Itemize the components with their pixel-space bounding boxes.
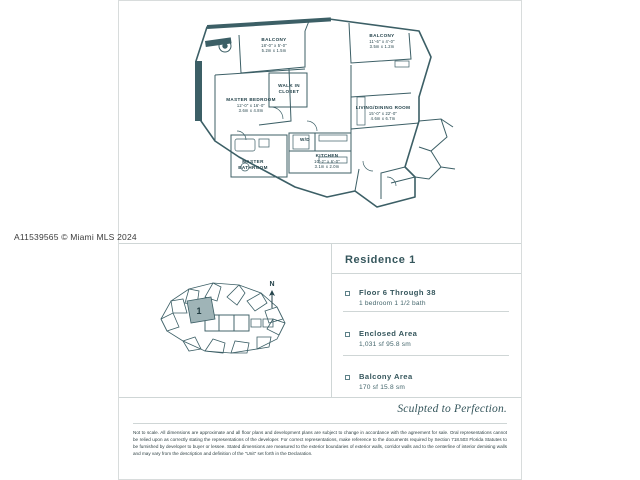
room-label-master-bathroom: MASTER BATHROOM — [238, 159, 268, 170]
bullet-square-icon — [345, 375, 350, 380]
residence-title: Residence 1 — [345, 254, 416, 266]
room-label-master-bedroom: MASTER BEDROOM 12'-0" x 16'-0" 3.6m x 4.8m — [226, 97, 276, 113]
room-label-washer-dryer: W/D — [300, 137, 310, 142]
disclaimer-text: Not to scale. All dimensions are approximate and all floor plans and development plans are subject to change in accordance with the agreement for sale. Oral representations cannot be relied upon as correctly stating the representations of the developer. For correct representations, make reference to the documents required by Section 718.503 Florida Statutes to be furnished by developer to buyer or lessee. Stated dimensions are measured to the exterior boundaries of exterior walls, corridor walls and to the centerline of interior demising walls and may vary from the description and definition of the "Unit" set forth in the Declaration. — [133, 430, 507, 457]
mls-credit: A11539565 © Miami MLS 2024 — [14, 232, 137, 242]
floorplan-drawing — [119, 1, 521, 239]
room-label-balcony-1: BALCONY 18'-0" x 5'-0" 5.2m x 1.5m — [261, 37, 287, 53]
north-indicator: N — [265, 281, 279, 309]
residence-row-floors: Floor 6 Through 38 1 bedroom 1 1/2 bath — [345, 288, 513, 307]
divider-disclaimer — [133, 423, 507, 424]
room-label-balcony-2: BALCONY 11'-6" x 4'-0" 3.5m x 1.2m — [369, 33, 395, 49]
floorplan-sheet — [118, 0, 522, 480]
room-label-walk-in-closet: WALK IN CLOSET — [278, 83, 300, 94]
room-label-living-dining-room: LIVING/DINING ROOM 15'-0" x 22'-0" 4.6m x 6.7m — [355, 105, 411, 121]
divider-top — [119, 243, 521, 244]
bullet-square-icon — [345, 291, 350, 296]
key-plan-unit-number: 1 — [196, 306, 202, 316]
residence-row-enclosed-area: Enclosed Area 1,031 sf 95.8 sm — [345, 329, 513, 348]
floorplan-svg — [119, 1, 521, 239]
residence-panel — [331, 246, 513, 396]
north-arrow-icon — [265, 289, 279, 309]
divider-tagline — [119, 397, 521, 398]
room-label-kitchen: KITCHEN 10'-2" x 6'-0" 3.1m x 2.0m — [314, 153, 340, 169]
tagline: Sculpted to Perfection. — [397, 403, 507, 415]
bullet-square-icon — [345, 332, 350, 337]
key-plan — [127, 261, 327, 381]
key-plan-svg — [127, 261, 327, 381]
residence-row-balcony-area: Balcony Area 170 sf 15.8 sm — [345, 372, 513, 391]
